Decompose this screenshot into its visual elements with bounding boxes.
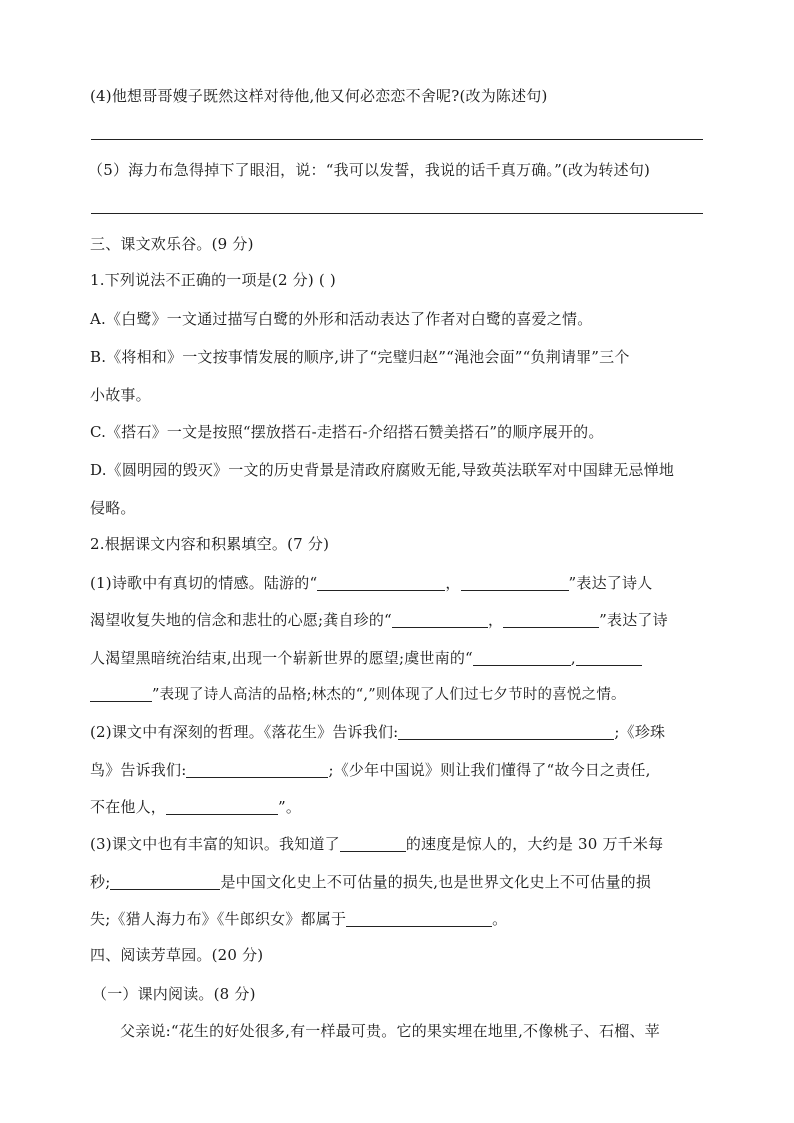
subsection-1-heading: （一）课内阅读。(8 分) xyxy=(92,985,256,1003)
line-text: 的速度是惊人的，大约是 30 万千米每 xyxy=(405,835,664,853)
blank[interactable] xyxy=(576,650,642,666)
question-4-text: (4)他想哥哥嫂子既然这样对待他,他又何必恋恋不舍呢?(改为陈述句) xyxy=(90,87,548,105)
blank[interactable] xyxy=(110,874,220,890)
section-4-heading: 四、阅读芳草园。(20 分) xyxy=(90,946,264,964)
fill-line-13 xyxy=(90,609,710,631)
line-text: 秒; xyxy=(90,873,111,891)
blank[interactable] xyxy=(473,650,571,666)
option-b-continued: 小故事。 xyxy=(90,386,151,404)
line-text: (2)课文中有深刻的哲理。《落花生》告诉我们: xyxy=(90,723,399,741)
line-text: ;《珍珠 xyxy=(614,723,666,741)
answer-line[interactable] xyxy=(91,213,703,214)
fill-line-17 xyxy=(90,759,710,781)
fill-line-12 xyxy=(90,572,710,594)
blank[interactable] xyxy=(166,799,278,815)
option-d[interactable]: D.《圆明园的毁灭》一文的历史背景是清政府腐败无能,导致英法联军对中国肆无忌惮地 xyxy=(90,461,675,479)
line-text: (3)课文中也有丰富的知识。我知道了 xyxy=(90,835,340,853)
section-3-heading: 三、课文欢乐谷。(9 分) xyxy=(90,235,254,253)
question-2-text: 2.根据课文内容和积累填空。(7 分) xyxy=(90,535,330,553)
line-text: 是中国文化史上不可估量的损失,也是世界文化史上不可估量的损 xyxy=(220,873,652,891)
option-b[interactable]: B.《将相和》一文按事情发展的顺序,讲了“完璧归赵”“渑池会面”“负荆请罪”三个 xyxy=(90,348,630,366)
fill-line-18 xyxy=(90,796,710,818)
answer-line[interactable] xyxy=(91,139,703,140)
fill-line-21 xyxy=(90,908,710,930)
line-text: (1)诗歌中有真切的情感。陆游的“ xyxy=(90,574,318,592)
option-c[interactable]: C.《搭石》一文是按照“摆放搭石-走搭石-介绍搭石赞美搭石”的顺序展开的。 xyxy=(90,423,604,441)
line-text: ”表现了诗人高洁的品格;林杰的“,”则体现了人们过七夕节时的喜悦之情。 xyxy=(152,687,626,703)
question-5-text: （5）海力布急得掉下了眼泪，说：“我可以发誓，我说的话千真万确。”(改为转述句) xyxy=(88,161,651,179)
line-text: 不在他人， xyxy=(90,798,167,816)
reading-passage: 父亲说:“花生的好处很多,有一样最可贵。它的果实埋在地里,不像桃子、石榴、苹 xyxy=(120,1022,660,1040)
fill-line-15 xyxy=(90,684,710,706)
blank[interactable] xyxy=(317,575,445,591)
blank[interactable] xyxy=(90,686,152,702)
line-text: 渴望收复失地的信念和悲壮的心愿;龚自珍的“ xyxy=(90,611,392,629)
option-d-continued: 侵略。 xyxy=(90,499,136,517)
line-text: ;《少年中国说》则让我们懂得了“故今日之责任, xyxy=(328,761,651,779)
blank[interactable] xyxy=(461,575,569,591)
fill-line-16 xyxy=(90,721,710,743)
line-text: ， xyxy=(487,611,504,629)
blank[interactable] xyxy=(186,762,328,778)
line-text: ”表达了诗 xyxy=(599,611,668,629)
blank[interactable] xyxy=(392,612,488,628)
line-text: 鸟》告诉我们: xyxy=(90,761,187,779)
question-1-text: 1.下列说法不正确的一项是(2 分) ( ) xyxy=(90,271,336,289)
line-text: 。 xyxy=(492,910,508,928)
fill-line-19 xyxy=(90,833,710,855)
fill-line-20 xyxy=(90,871,710,893)
line-text: 人渴望黑暗统治结束,出现一个崭新世界的愿望;虞世南的“ xyxy=(90,649,473,667)
blank[interactable] xyxy=(503,612,599,628)
fill-line-14 xyxy=(90,647,710,669)
blank[interactable] xyxy=(346,911,492,927)
line-text: ”。 xyxy=(278,798,302,816)
blank[interactable] xyxy=(340,836,406,852)
line-text: 失;《猎人海力布》《牛郎织女》都属于 xyxy=(90,910,347,928)
line-text: ”表达了诗人 xyxy=(568,574,653,592)
line-text: , xyxy=(570,649,576,667)
blank[interactable] xyxy=(398,724,614,740)
line-text: ， xyxy=(445,574,461,592)
option-a[interactable]: A.《白鹭》一文通过描写白鹭的外形和活动表达了作者对白鹭的喜爱之情。 xyxy=(90,310,593,328)
